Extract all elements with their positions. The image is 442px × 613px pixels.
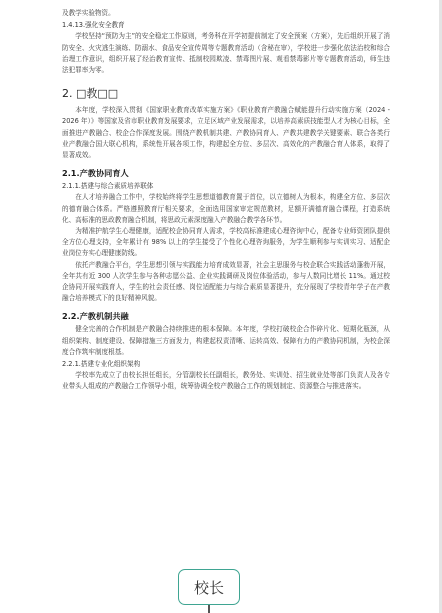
- paragraph-2-2: 健全完善的合作机制是产教融合持续推进的根本保障。本年度，学校打破校企合作碎片化、短期化瓶颈，从组织架构、制度建设、保障措施三方面发力，构建起权责清晰、运转高效、保障有力的产教协同机制，为校企深度合作筑牢制度根基。: [62, 325, 390, 356]
- paragraph-2-1-1-moral: 在人才培养融合工作中，学校始终将学生思想道德教育置于首位，以立德树人为根本，构建全方位、多层次的德育融合体系。严格遵照教育厅相关要求，全面选用国家审定规范教材，足额开满德育融合课程，打造系统化、高标准的思政教育融合机制，将思政元素深度融入产教融合教学各环节。: [62, 193, 390, 224]
- paragraph-2-1-1-practice: 依托产教融合平台，学生思想引领与实践能力培育成效显著，社会主思服务与校企联合实践活动蓬勃开展，全年共有近 300 人次学生参与各种志愿公益、企业实践调研及岗位体验活动，参与人数同比增长 11%。通过校企协同开展实践育人，学生的社会责任感、岗位适配能力与综合素质显著提升，充分展现了学校青年学子在产教融合培养模式下的良好精神风貌。: [62, 260, 390, 303]
- intro-tail-paragraph: 及教学实验物资。: [62, 9, 115, 17]
- heading-section-2: 2. □教□□: [62, 87, 119, 101]
- paragraph-2-2-1: 学校率先成立了由校长担任组长，分管副校长任副组长，教务处、实训处、招生就业处等部门负责人及各专业带头人组成的产教融合工作领导小组，统筹协调全校产教融合工作的规划制定、资源整合与推进落实。: [62, 371, 390, 391]
- heading-2-1-1: 2.1.1.搭建与综合素质培养联体: [62, 182, 154, 191]
- spacer: [62, 304, 390, 307]
- org-chart-connector: [208, 605, 210, 613]
- org-chart-root-label: 校长: [193, 578, 224, 597]
- heading-2-2-1: 2.2.1.搭建专业化组织架构: [62, 360, 141, 369]
- org-chart-root-node: [178, 569, 240, 605]
- section-2-intro-paragraph: 本年度，学校深入贯彻《国家职业教育改革实施方案》《职业教育产教融合赋能提升行动实施方案（2024 - 2026 年）》等国家及省市职业教育发展要求，立足区域产业发展需求，以培养高素质技能型人才为核心目标，全面推进产教融合、校企合作深度发展。围绕产教机制共建、产教协同育人、产教共建教学关键要素、联合各类行业产教融合国大联心机构，系统性开展各项工作，构建起全方位、多层次、高效化的产教融合育人体系，取得了显著成效。: [62, 106, 390, 160]
- heading-1-4-13: 1.4.13.强化安全教育: [62, 21, 125, 30]
- heading-2-2: 2.2.产教机制共融: [62, 311, 129, 322]
- paragraph-2-1-1-psych: 为精准护航学生心理健康，适配校企协同育人需求，学校高标准建成心理咨询中心，配备专业师资团队提供全方位心理支持，全年累计有 98% 以上的学生接受了个性化心理咨询服务，为学生顺利参与实训实习、适配企业岗位夯实心理健康防线。: [62, 227, 390, 258]
- heading-2-1: 2.1.产教协同育人: [62, 168, 129, 179]
- spacer: [62, 76, 390, 82]
- spacer: [62, 161, 390, 164]
- safety-paragraph: 学校坚持“预防为主”的安全稳定工作原则，考务科在开学初提前制定了安全预案（方案），先后组织开展了消防安全、火灾逃生演练、防溺水、食品安全宣传周等专题教育活动（含秘在审），学校进一步强化依法治校和综合治理工作意识，组织开展了经治教育宣传、抵制校园欺凌、禁毒图片展、观看禁毒影片等专题教育活动，师生违法犯罪率为零。: [62, 32, 390, 75]
